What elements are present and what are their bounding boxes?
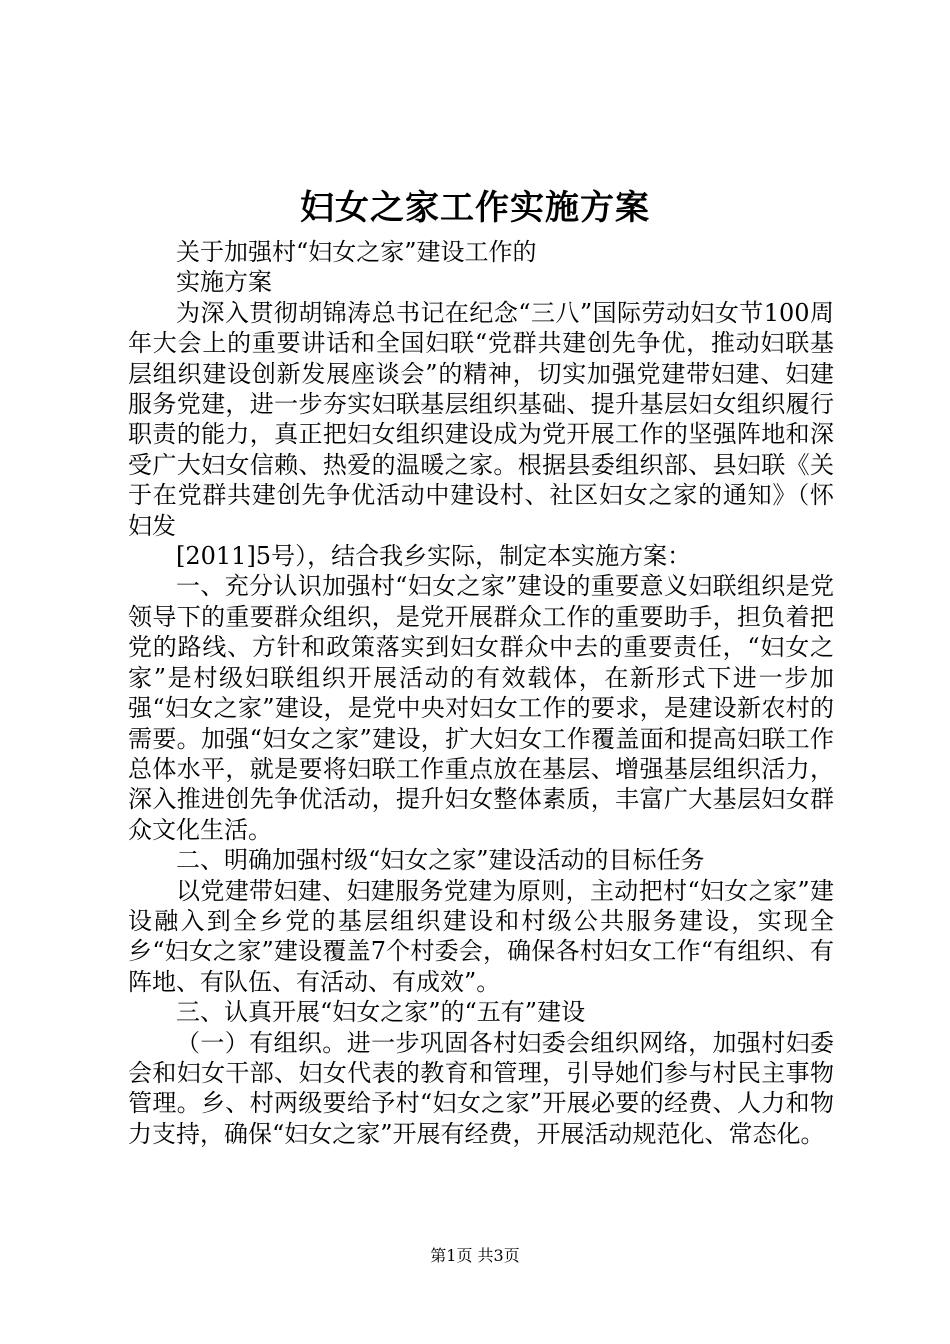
paragraph-section-3-1: （一）有组织。进一步巩固各村妇委会组织网络，加强村妇委会和妇女干部、妇女代表的教育和管理，引导她们参与村民主事物管理。乡、村两级要给予村“妇女之家”开展必要的经费、人力和物力支持，确保“妇女之家”开展有经费，开展活动规范化、常态化。 [128, 1028, 834, 1148]
paragraph-section-2: 以党建带妇建、妇建服务党建为原则，主动把村“妇女之家”建设融入到全乡党的基层组织建设和村级公共服务建设，实现全乡“妇女之家”建设覆盖7个村委会，确保各村妇女工作“有组织、有阵地、有队伍、有活动、有成效”。 [128, 876, 834, 996]
subtitle-line-1: 关于加强村“妇女之家”建设工作的 [176, 238, 537, 266]
document-title: 妇女之家工作实施方案 [300, 188, 650, 228]
document-body [128, 237, 834, 1149]
page-number-footer: 第1页 共3页 [430, 1246, 520, 1265]
paragraph-doc-number: [2011]5号），结合我乡实际，制定本实施方案： [176, 542, 692, 571]
paragraph-intro: 为深入贯彻胡锦涛总书记在纪念“三八”国际劳动妇女节100周年大会上的重要讲话和全国妇联“党群共建创先争优，推动妇联基层组织建设创新发展座谈会”的精神，切实加强党建带妇建、妇建服务党建，进一步夯实妇联基层组织基础、提升基层妇女组织履行职责的能力，真正把妇女组织建设成为党开展工作的坚强阵地和深受广大妇女信赖、热爱的温暖之家。根据县委组织部、县妇联《关于在党群共建创先争优活动中建设村、社区妇女之家的通知》（怀妇发 [128, 298, 834, 540]
heading-section-2: 二、明确加强村级“妇女之家”建设活动的目标任务 [176, 846, 705, 875]
subtitle-line-2: 实施方案 [176, 268, 272, 297]
paragraph-section-1: 一、充分认识加强村“妇女之家”建设的重要意义妇联组织是党领导下的重要群众组织，是党开展群众工作的重要助手，担负着把党的路线、方针和政策落实到妇女群众中去的重要责任，“妇女之家”是村级妇联组织开展活动的有效载体，在新形式下进一步加强“妇女之家”建设，是党中央对妇女工作的要求，是建设新农村的需要。加强“妇女之家”建设，扩大妇女工作覆盖面和提高妇联工作总体水平，就是要将妇联工作重点放在基层、增强基层组织活力，深入推进创先争优活动，提升妇女整体素质，丰富广大基层妇女群众文化生活。 [128, 572, 834, 844]
heading-section-3: 三、认真开展“妇女之家”的“五有”建设 [176, 998, 586, 1027]
